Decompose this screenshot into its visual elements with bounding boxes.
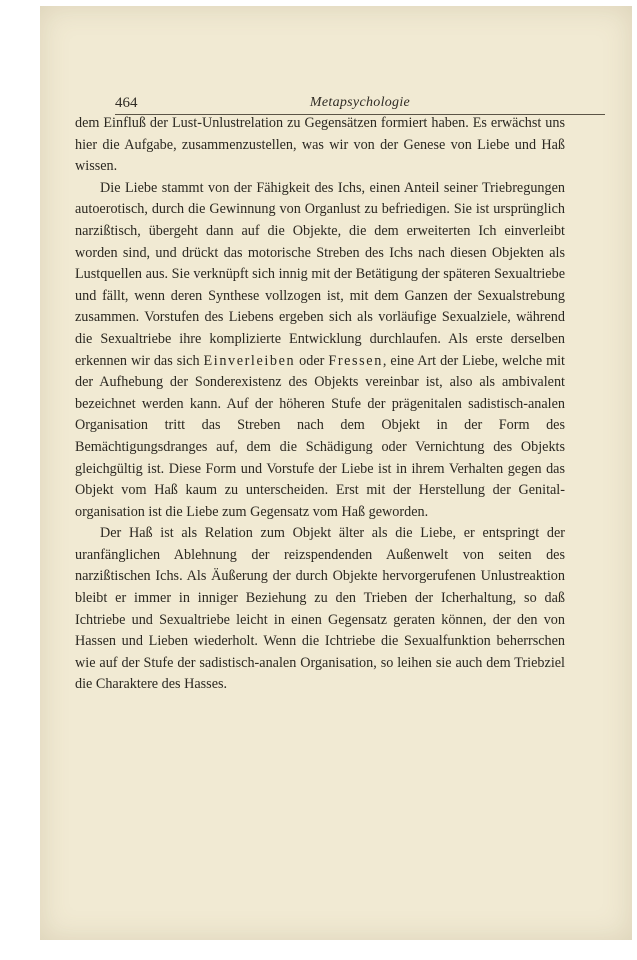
emphasis-fressen: Fressen — [328, 352, 383, 369]
page-header — [115, 90, 605, 115]
paragraph-2 — [75, 178, 565, 524]
paragraph-1: dem Einfluß der Lust-Unlustrelation zu Gegensätzen formiert haben. Es erwächst uns hier die Aufgabe, zusammenzustellen, was wir von der Genese von Liebe und Haß wissen. — [75, 115, 565, 175]
emphasis-einverleiben: Einverleiben — [203, 352, 296, 369]
paragraph-2-part-1: Die Liebe stammt von der Fähigkeit des Ichs, einen Anteil seiner Triebregungen autoerotisch, durch die Gewinnung von Organlust zu befriedigen. Sie ist ursprünglich narzißtisch, übergeht dann auf die Objekte, die dem erweiterten Ich einverleibt worden sind, und drückt das motorische Streben des Ichs nach diesen Objekten als Lustquellen aus. Sie verknüpft sich innig mit der Betätigung der späteren Sexualtriebe und fällt, wenn deren Synthese vollzogen ist, mit dem Ganzen der Sexualstrebung zusammen. Vorstufen des Liebens ergeben sich als vorläufige Sexualziele, während die Sexualtriebe ihre komplizierte Entwicklung durchlaufen. Als erste derselben erkennen wir das sich — [75, 179, 565, 369]
paragraph-3: Der Haß ist als Relation zum Objekt älter als die Liebe, er entspringt der uranfänglichen Ablehnung der reizspendenden Außenwelt von seiten des narzißtischen Ichs. Als Äußerung der durch Objekte hervorgerufenen Unlustreaktion bleibt er immer in inniger Beziehung zu den Trieben der Icherhaltung, so daß Ichtriebe und Sexualtriebe leicht in einen Gegensatz geraten können, der den von Hassen und Lieben wiederholt. Wenn die Ichtriebe die Sexualfunktion beherrschen wie auf der Stufe der sadistisch-analen Organisation, so leihen sie auch dem Triebziel die Charaktere des Hasses. — [75, 525, 565, 693]
body-text — [75, 113, 565, 696]
page-number: 464 — [115, 95, 138, 111]
paragraph-2-part-2: oder — [295, 352, 329, 369]
paragraph-2-part-3: , eine Art der Liebe, welche mit der Aufhebung der Sonderexistenz des Objekts vereinbar ist, also als ambivalent bezeichnet werden kann. Auf der höheren Stufe der prägenitalen sadistisch-analen Organisation tritt das Streben nach dem Objekt in der Form des Bemächtigungsdranges auf, dem die Schädigung oder Vernichtung des Objekts gleichgültig ist. Diese Form und Vorstufe der Liebe ist in ihrem Verhalten gegen das Objekt vom Haß kaum zu unterscheiden. Erst mit der Herstellung der Genitalorganisation ist die Liebe zum Gegensatz vom Haß geworden. — [75, 352, 566, 520]
running-title: Metapsychologie — [309, 95, 411, 110]
